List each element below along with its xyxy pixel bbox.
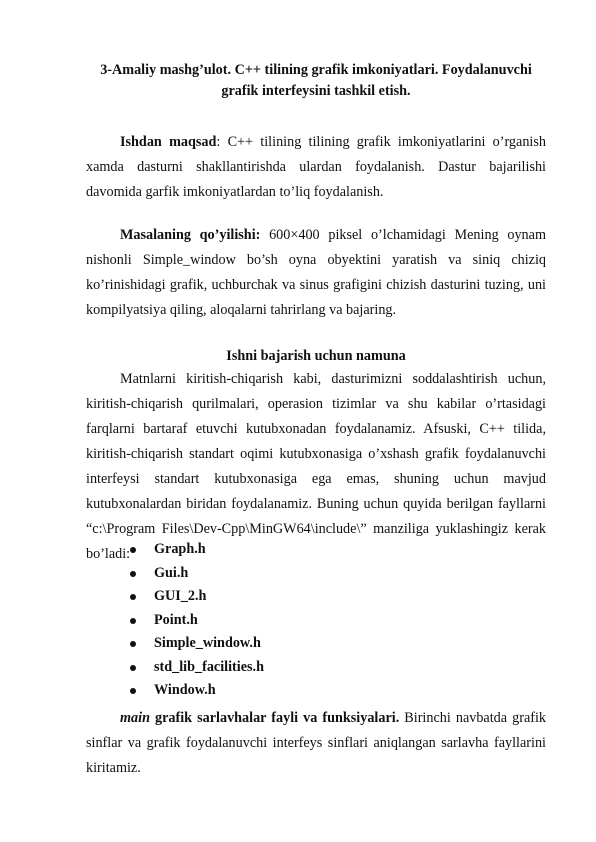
main-bold-label: grafik sarlavhalar fayli va funksiyalari. (149, 710, 400, 726)
bullet-icon (130, 594, 136, 600)
file-name: Graph.h (154, 541, 206, 557)
file-name: Point.h (154, 611, 198, 628)
intro-paragraph (86, 367, 546, 567)
file-name: Gui.h (154, 564, 189, 581)
bullet-icon (130, 618, 136, 624)
bullet-icon (130, 688, 136, 694)
file-name: Simple_window.h (154, 635, 261, 651)
task-paragraph (86, 223, 546, 323)
intro-text: Matnlarni kiritish-chiqarish kabi, dasturimizni soddalashtirish uchun, kiritish-chiqarish qurilmalari, operasion tizimlar va shu kabilar o’rtasidagi farqlarni bartaraf etuvchi kutubxonadan foydalanamiz. Afsuski, C++ tilida, kiritish-chiqarish standart oqimi kutubxonasiga o’xshash grafik foydalanuvchi interfeysi standart kutubxonasiga ega emas, shuning uchun mavjud kutubxonalardan biridan foydalanamiz. Buning uchun quyida berilgan fayllarni “c:\Program Files\Dev-Cpp\MinGW64\include\” manziliga yuklashingiz kerak bo’ladi: (86, 371, 546, 562)
bullet-icon (130, 665, 136, 671)
task-text: 600×400 piksel o’lchamidagi Mening oynam nishonli Simple_window bo’sh oyna obyektini yaratish va siniq chiziq ko’rinishidagi grafik, uchburchak va sinus grafigini chizish dasturini tuzing, uni kompilyatsiya qiling, aloqalarni tahrirlang va bajaring. (86, 227, 546, 318)
file-name: Window.h (154, 682, 216, 698)
title-line-2: grafik interfeysini tashkil etish. (221, 83, 411, 99)
file-name: std_lib_facilities.h (154, 658, 264, 675)
list-item (130, 656, 264, 680)
file-name: GUI_2.h (154, 588, 207, 604)
file-list (130, 538, 264, 703)
bullet-icon (130, 641, 136, 647)
document-title (86, 60, 546, 102)
list-item (130, 562, 264, 586)
list-item (130, 632, 264, 656)
goal-paragraph (86, 130, 546, 205)
list-item (130, 609, 264, 633)
main-label: main (120, 710, 150, 726)
goal-label: Ishdan maqsad (120, 134, 217, 150)
title-line-1: 3-Amaliy mashg’ulot. C++ tilining grafik imkoniyatlari. Foydalanuvchi (100, 62, 532, 78)
list-item (130, 679, 264, 703)
sample-heading: Ishni bajarish uchun namuna (226, 348, 406, 364)
main-paragraph (86, 706, 546, 781)
list-item (130, 538, 264, 562)
task-label: Masalaning qo’yilishi: (120, 227, 261, 243)
bullet-icon (130, 547, 136, 553)
goal-text: : C++ tilining tilining grafik imkoniyatlarini o’rganish xamda dasturni shakllantirishda ulardan foydalanish. Dastur bajarilishi davomida garfik imkoniyatlardan to’liq foydalanish. (86, 134, 546, 200)
main-text: Birinchi navbatda grafik sinflar va grafik foydalanuvchi interfeys sinflari aniqlangan sarlavha fayllarini kiritamiz. (86, 710, 546, 776)
list-item (130, 585, 264, 609)
bullet-icon (130, 571, 136, 577)
